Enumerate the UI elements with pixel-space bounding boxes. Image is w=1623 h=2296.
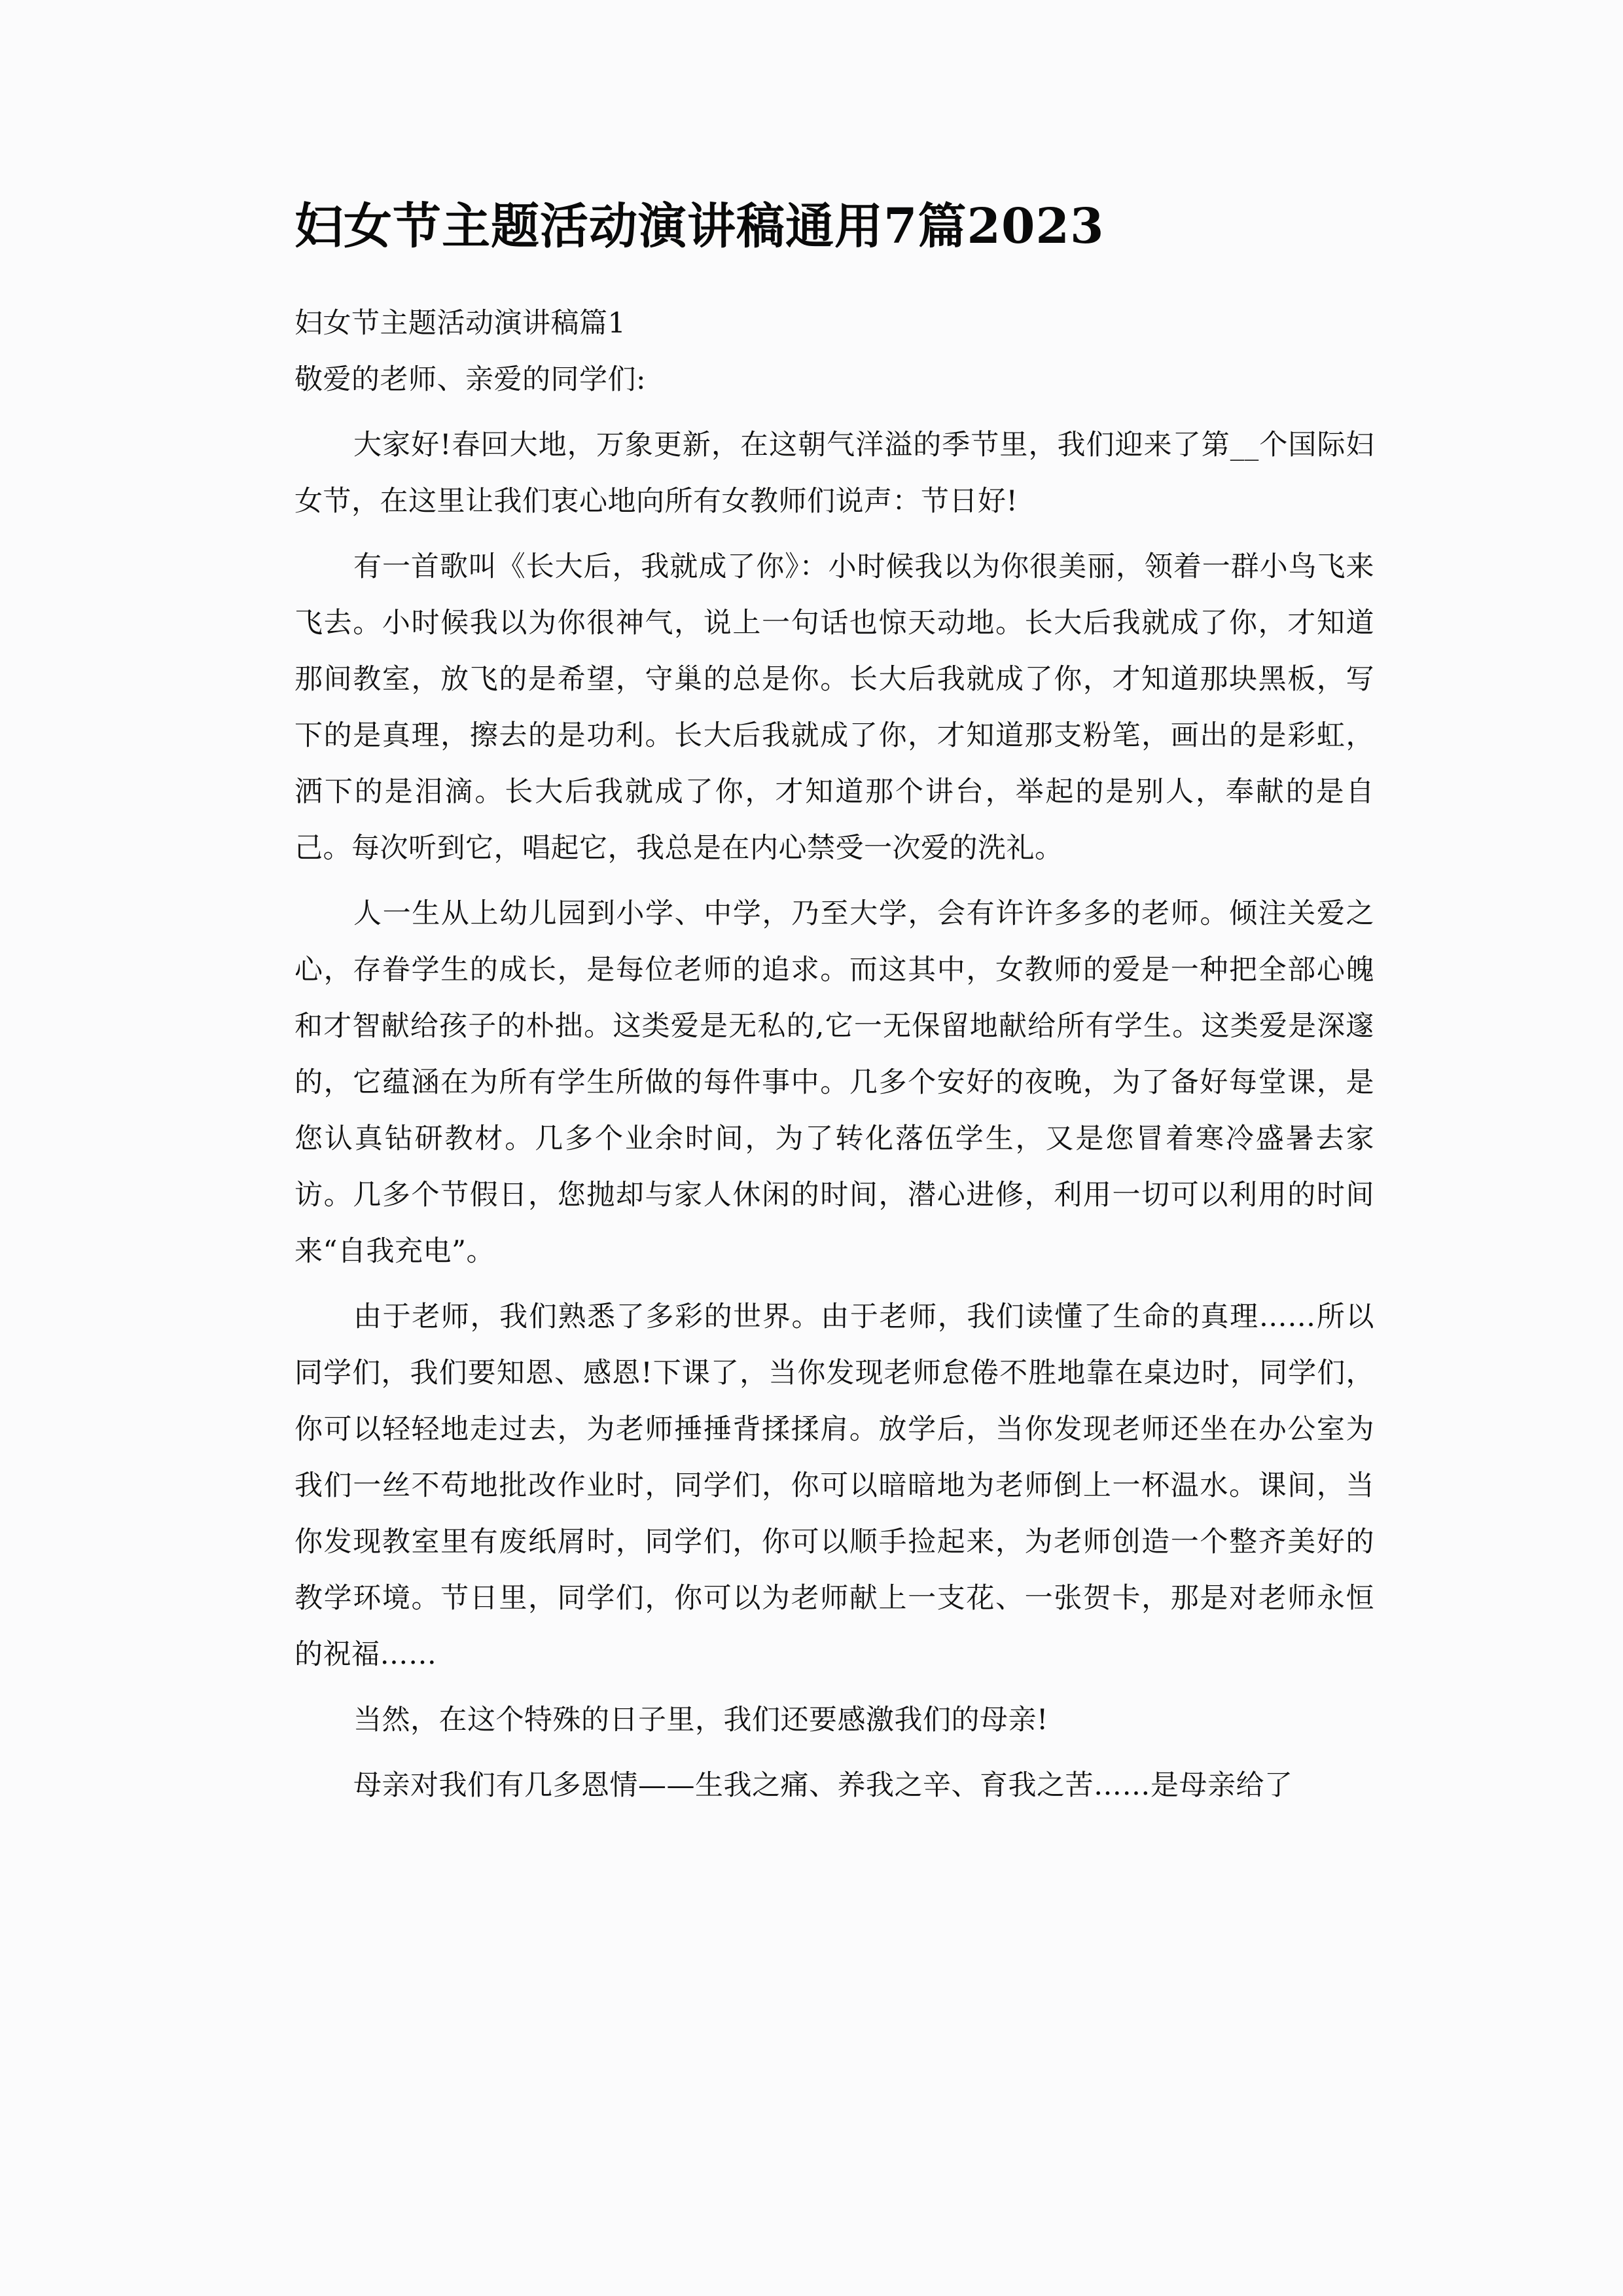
paragraph-spacer (294, 876, 1374, 886)
salutation: 敬爱的老师、亲爱的同学们: (294, 363, 646, 396)
page-title: 妇女节主题活动演讲稿通用7篇2023 (294, 198, 1105, 255)
paragraph-spacer (294, 408, 1374, 417)
paragraph-spacer (294, 1683, 1374, 1692)
document-body (294, 257, 1374, 1814)
body-paragraph-1: 大家好!春回大地，万象更新，在这朝气洋溢的季节里，我们迎来了第__个国际妇女节，在这里让我们衷心地向所有女教师们说声：节日好! (294, 428, 1374, 518)
body-paragraph-2: 有一首歌叫《长大后，我就成了你》：小时候我以为你很美丽，领着一群小鸟飞来飞去。小时候我以为你很神气，说上一句话也惊天动地。长大后我就成了你，才知道那间教室，放飞的是希望，守巢的总是你。长大后我就成了你，才知道那块黑板，写下的是真理，擦去的是功利。长大后我就成了你，才知道那支粉笔，画出的是彩虹，洒下的是泪滴。长大后我就成了你，才知道那个讲台，举起的是别人，奉献的是自己。每次听到它，唱起它，我总是在内心禁受一次爱的洗礼。 (294, 550, 1374, 865)
body-paragraph-3: 人一生从上幼儿园到小学、中学，乃至大学，会有许许多多的老师。倾注关爱之心，存眷学生的成长，是每位老师的追求。而这其中，女教师的爱是一种把全部心魄和才智献给孩子的朴拙。这类爱是无私的,它一无保留地献给所有学生。这类爱是深邃的，它蕴涵在为所有学生所做的每件事中。几多个安好的夜晚，为了备好每堂课，是您认真钻研教材。几多个业余时间，为了转化落伍学生，又是您冒着寒冷盛暑去家访。几多个节假日，您抛却与家人休闲的时间，潜心进修，利用一切可以利用的时间来“自我充电”。 (294, 897, 1374, 1268)
document-content (294, 0, 1374, 1814)
paragraph-spacer (294, 529, 1374, 539)
body-paragraph-6: 母亲对我们有几多恩情——生我之痛、养我之辛、育我之苦……是母亲给了 (353, 1768, 1293, 1802)
body-paragraph-5: 当然，在这个特殊的日子里，我们还要感激我们的母亲! (353, 1703, 1048, 1736)
body-paragraph-4: 由于老师，我们熟悉了多彩的世界。由于老师，我们读懂了生命的真理……所以同学们，我们要知恩、感恩!下课了，当你发现老师怠倦不胜地靠在桌边时，同学们，你可以轻轻地走过去，为老师捶捶背揉揉肩。放学后，当你发现老师还坐在办公室为我们一丝不苟地批改作业时，同学们，你可以暗暗地为老师倒上一杯温水。课间，当你发现教室里有废纸屑时，同学们，你可以顺手捡起来，为老师创造一个整齐美好的教学环境。节日里，同学们，你可以为老师献上一支花、一张贺卡，那是对老师永恒的祝福…… (294, 1300, 1374, 1671)
section-heading: 妇女节主题活动演讲稿篇1 (294, 306, 626, 340)
paragraph-spacer (294, 1280, 1374, 1289)
paragraph-spacer (294, 1748, 1374, 1757)
